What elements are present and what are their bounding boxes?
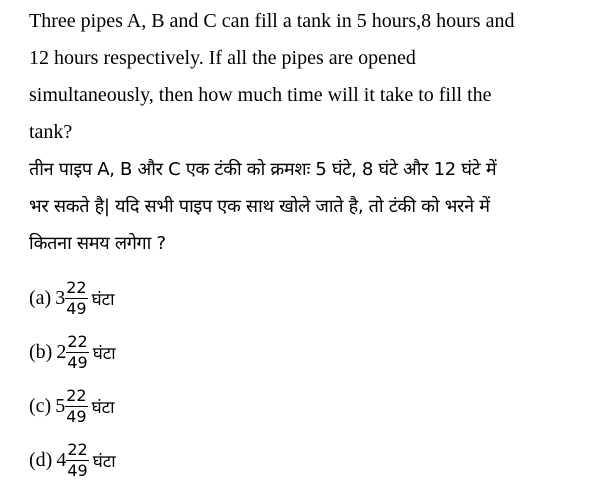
fraction-denominator: 49: [67, 460, 88, 480]
option-c[interactable]: [29, 379, 115, 433]
option-whole-number: 2: [56, 340, 67, 363]
option-whole-number: 5: [55, 394, 66, 417]
fraction-numerator: 22: [67, 439, 88, 459]
fraction-numerator: 22: [66, 277, 87, 297]
question-hindi-line-3: कितना समय लगेगा ?: [29, 233, 166, 254]
option-label: (b): [29, 340, 53, 363]
option-label: (c): [29, 394, 52, 417]
question-english-line-4: tank?: [29, 121, 73, 143]
option-a[interactable]: [29, 271, 115, 325]
question-hindi-line-2: भर सकते है| यदि सभी पाइप एक साथ खोले जाते है, तो टंकी को भरने में: [29, 196, 490, 217]
option-whole-number: 3: [55, 286, 66, 309]
fraction-denominator: 49: [66, 406, 87, 426]
fraction-denominator: 49: [66, 298, 87, 318]
option-unit: घंटा: [92, 451, 116, 472]
question-hindi-line-1: तीन पाइप A, B और C एक टंकी को क्रमशः 5 घंटे, 8 घंटे और 12 घंटे में: [29, 159, 497, 180]
question-english-line-2: 12 hours respectively. If all the pipes are opened: [29, 47, 416, 69]
fraction-numerator: 22: [67, 331, 88, 351]
fraction-denominator: 49: [67, 352, 88, 372]
fraction-numerator: 22: [66, 385, 87, 405]
question-english-line-3: simultaneously, then how much time will it take to fill the: [29, 84, 492, 106]
option-whole-number: 4: [56, 448, 67, 471]
option-unit: घंटा: [91, 289, 115, 310]
option-fraction: [66, 333, 88, 372]
option-b[interactable]: [29, 325, 116, 379]
option-label: (d): [29, 448, 53, 471]
option-d[interactable]: [29, 433, 116, 487]
option-unit: घंटा: [92, 343, 116, 364]
question-text: [29, 3, 589, 262]
option-fraction: [65, 387, 87, 426]
option-unit: घंटा: [91, 397, 115, 418]
option-label: (a): [29, 286, 52, 309]
question-english-line-1: Three pipes A, B and C can fill a tank in 5 hours,8 hours and: [29, 10, 515, 32]
option-fraction: [65, 279, 87, 318]
option-fraction: [66, 441, 88, 480]
